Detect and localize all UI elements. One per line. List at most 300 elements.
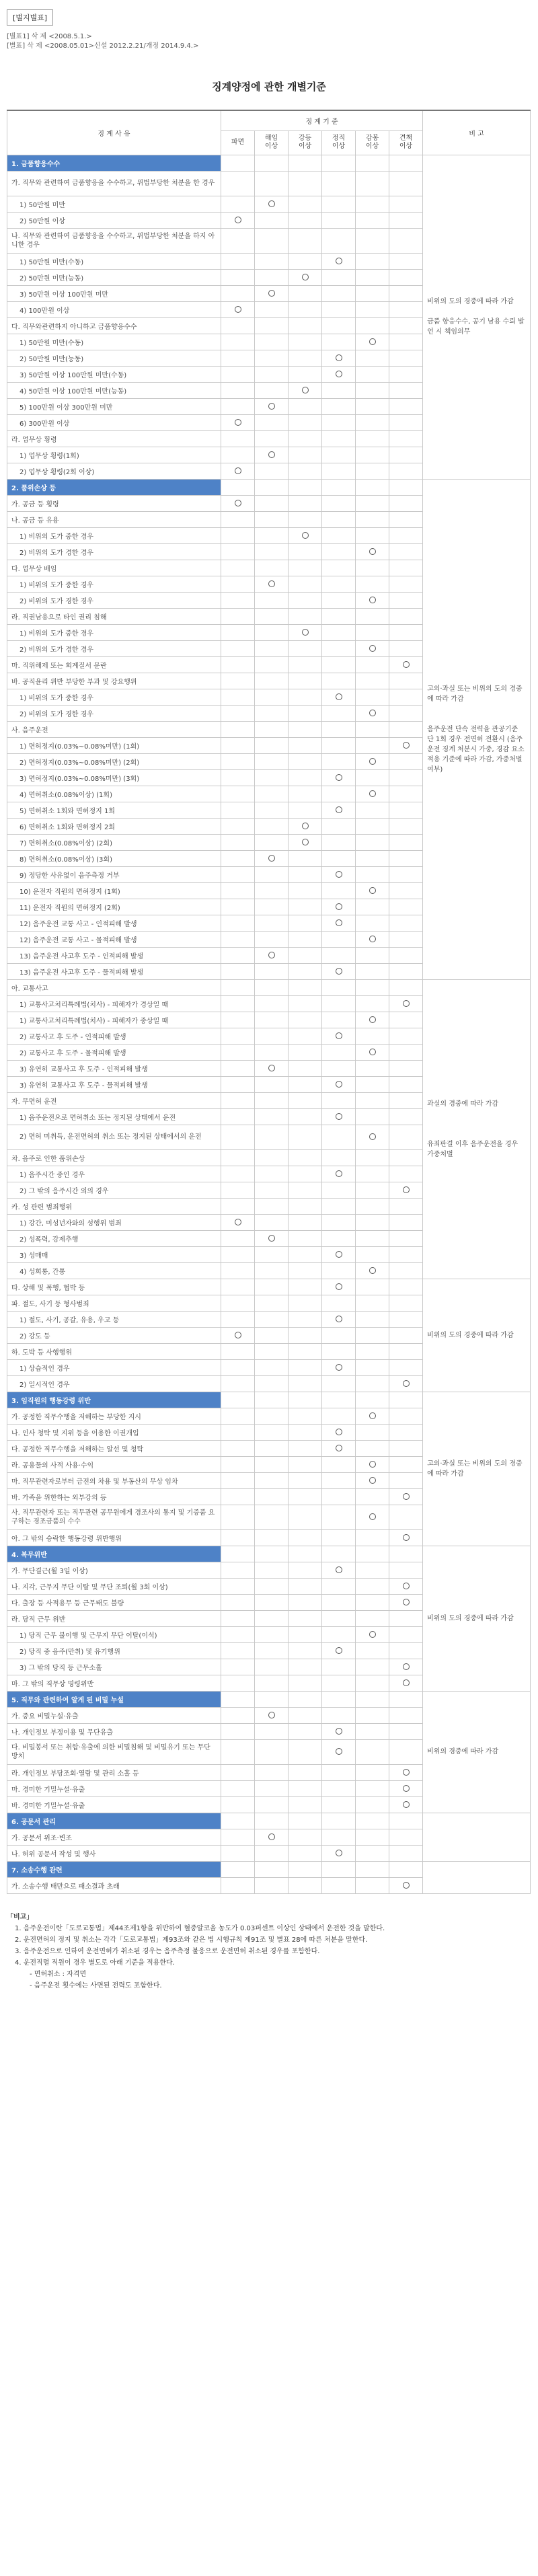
level-cell (289, 1028, 322, 1044)
level-cell (322, 1246, 356, 1262)
level-cell (389, 1594, 423, 1610)
level-cell (289, 1739, 322, 1764)
attachment-tag: [별지별표] (7, 9, 53, 26)
level-cell (356, 228, 389, 253)
circle-mark-icon (235, 1332, 241, 1338)
level-cell (322, 1392, 356, 1408)
circle-mark-icon (235, 1219, 241, 1225)
level-cell (389, 737, 423, 753)
level-cell (255, 511, 289, 527)
level-cell (356, 786, 389, 802)
circle-mark-icon (336, 903, 342, 910)
level-cell (356, 1764, 389, 1780)
row-label: 다. 비밀봉서 또는 취합·유출에 의한 비밀침해 및 비밀유기 또는 무단방치 (7, 1739, 221, 1764)
note-subline: - 음주운전 횟수에는 사면된 전력도 포함한다. (30, 1981, 162, 1990)
circle-mark-icon (369, 758, 376, 765)
row-label: 2) 비위의 도가 경한 경우 (7, 543, 221, 560)
level-cell (322, 753, 356, 769)
level-cell (289, 1813, 322, 1829)
level-cell (389, 1214, 423, 1230)
level-cell (322, 1796, 356, 1813)
level-cell (221, 1780, 255, 1796)
level-cell (322, 155, 356, 171)
level-cell (389, 1246, 423, 1262)
note-line: 2. 운전면허의 정지 및 취소는 각각「도로교통법」제93조와 같은 법 시행규칙 제91조 및 별표 28에 따른 처분을 말한다. (15, 1936, 368, 1944)
row-label: 3) 50만원 이상 100만원 미만 (7, 285, 221, 301)
level-cell (356, 155, 389, 171)
row-label: 2) 교통사고 후 도주 - 인적피해 발생 (7, 1028, 221, 1044)
level-cell (289, 212, 322, 228)
level-cell (255, 1845, 289, 1861)
row-label: 파. 절도, 사기 등 형사범죄 (7, 1295, 221, 1311)
level-cell (289, 673, 322, 689)
level-cell (289, 1092, 322, 1108)
level-cell (255, 1796, 289, 1813)
level-cell (389, 1780, 423, 1796)
level-cell (221, 1829, 255, 1845)
level-cell (322, 1125, 356, 1149)
level-cell (389, 1739, 423, 1764)
level-cell (389, 301, 423, 317)
level-cell (289, 317, 322, 334)
row-label: 1) 비위의 도가 중한 경우 (7, 527, 221, 543)
circle-mark-icon (336, 919, 342, 926)
level-cell (221, 495, 255, 511)
row-label: 1) 50만원 미만(수동) (7, 253, 221, 269)
level-cell (322, 689, 356, 705)
level-cell (322, 995, 356, 1012)
level-cell (255, 802, 289, 818)
level-cell (389, 1408, 423, 1424)
level-cell (221, 463, 255, 479)
level-cell (221, 915, 255, 931)
row-label: 2) 일시적인 경우 (7, 1375, 221, 1392)
level-cell (289, 931, 322, 947)
level-cell (255, 899, 289, 915)
level-cell (322, 737, 356, 753)
level-cell (389, 1861, 423, 1877)
level-cell (356, 1092, 389, 1108)
level-cell (289, 1610, 322, 1626)
level-cell (221, 866, 255, 882)
level-cell (221, 576, 255, 592)
level-cell (356, 1659, 389, 1675)
level-cell (322, 301, 356, 317)
section-row (7, 1546, 531, 1562)
level-cell (289, 608, 322, 624)
level-cell (389, 511, 423, 527)
level-cell (289, 1529, 322, 1546)
level-cell (255, 1295, 289, 1311)
level-cell (221, 1562, 255, 1578)
level-cell (389, 560, 423, 576)
level-cell (356, 366, 389, 382)
circle-mark-icon (268, 451, 275, 458)
circle-mark-icon (336, 1647, 342, 1654)
level-cell (356, 899, 389, 915)
level-cell (221, 1861, 255, 1877)
level-cell (389, 1028, 423, 1044)
circle-mark-icon (268, 200, 275, 207)
row-label: 가. 중요 비밀누설·유출 (7, 1707, 221, 1723)
level-cell (356, 915, 389, 931)
level-cell (322, 1546, 356, 1562)
level-cell (289, 1295, 322, 1311)
level-cell (356, 866, 389, 882)
level-cell (356, 1642, 389, 1659)
circle-mark-icon (302, 629, 309, 636)
section-note: 고의·과실 또는 비위의 도의 경중에 따라 가감 음주운전 단속 전력을 관공기준 단 1회 경우 전면허 전환시 (음주운전 징계 처분시 가중, 경감 요소 적용 기준에 따라 가감, 가중처벌 여부) (423, 479, 531, 979)
circle-mark-icon (403, 1534, 410, 1541)
level-cell (322, 899, 356, 915)
level-cell (322, 624, 356, 640)
level-cell (322, 1505, 356, 1529)
circle-mark-icon (336, 1032, 342, 1039)
level-cell (255, 769, 289, 786)
circle-mark-icon (268, 1712, 275, 1718)
level-cell (289, 576, 322, 592)
row-label: 나. 인사 청탁 및 지위 등을 이용한 이권개입 (7, 1424, 221, 1440)
circle-mark-icon (369, 790, 376, 797)
level-cell (221, 1279, 255, 1295)
level-cell (389, 1125, 423, 1149)
level-cell (255, 1392, 289, 1408)
level-cell (389, 1359, 423, 1375)
level-cell (221, 414, 255, 430)
level-cell (289, 1578, 322, 1594)
row-label: 1) 50만원 미만 (7, 196, 221, 212)
level-cell (255, 1375, 289, 1392)
level-cell (356, 947, 389, 963)
level-cell (221, 1440, 255, 1456)
level-cell (322, 430, 356, 447)
level-cell (255, 1877, 289, 1893)
level-cell (322, 1408, 356, 1424)
circle-mark-icon (369, 1267, 376, 1274)
level-cell (221, 1375, 255, 1392)
level-cell (389, 673, 423, 689)
level-cell (289, 1424, 322, 1440)
row-label: 다. 출장 등 사적용무 등 근무태도 불량 (7, 1594, 221, 1610)
level-cell (322, 1214, 356, 1230)
circle-mark-icon (268, 855, 275, 862)
level-cell (356, 753, 389, 769)
level-cell (289, 1505, 322, 1529)
level-cell (255, 1829, 289, 1845)
circle-mark-icon (369, 548, 376, 555)
level-cell (289, 1166, 322, 1182)
level-cell (255, 527, 289, 543)
circle-mark-icon (268, 1065, 275, 1071)
level-cell (389, 592, 423, 608)
row-label: 가. 공문서 위조·변조 (7, 1829, 221, 1845)
level-cell (289, 1279, 322, 1295)
level-cell (356, 463, 389, 479)
level-cell (221, 850, 255, 866)
level-cell (255, 479, 289, 495)
level-cell (255, 1311, 289, 1327)
row-label: 3) 50만원 이상 100만원 미만(수동) (7, 366, 221, 382)
level-cell (356, 1861, 389, 1877)
level-cell (356, 1182, 389, 1198)
level-cell (221, 1230, 255, 1246)
level-cell (356, 1392, 389, 1408)
level-cell (389, 640, 423, 656)
level-cell (389, 1424, 423, 1440)
level-cell (322, 1594, 356, 1610)
section-row (7, 1691, 531, 1707)
level-cell (356, 1739, 389, 1764)
level-cell (389, 1626, 423, 1642)
section-note: 비위의 도의 경중에 따라 가감 (423, 1546, 531, 1691)
row-label: 아. 교통사고 (7, 979, 221, 995)
circle-mark-icon (403, 661, 410, 668)
row-label: 1) 음주운전으로 면허취소 또는 정지된 상태에서 운전 (7, 1108, 221, 1125)
level-cell (389, 1845, 423, 1861)
circle-mark-icon (403, 1679, 410, 1686)
level-cell (255, 285, 289, 301)
level-cell (221, 624, 255, 640)
level-cell (255, 1546, 289, 1562)
section-title: 4. 복무위반 (7, 1546, 221, 1562)
table-body (7, 155, 531, 1893)
level-cell (356, 253, 389, 269)
level-cell (221, 1877, 255, 1893)
level-cell (255, 1578, 289, 1594)
section-note: 비위의 도의 경중에 따라 가감 금품 향응수수, 공기 남용 수뢰 발언 시 책임의무 (423, 155, 531, 479)
level-cell (289, 753, 322, 769)
level-cell (389, 995, 423, 1012)
level-cell (255, 1659, 289, 1675)
level-cell (221, 527, 255, 543)
level-cell (289, 479, 322, 495)
level-cell (356, 963, 389, 979)
header-level: 견책 이상 (389, 130, 423, 155)
level-cell (289, 1707, 322, 1723)
section-title: 3. 임직원의 행동강령 위반 (7, 1392, 221, 1408)
level-cell (289, 334, 322, 350)
level-cell (255, 995, 289, 1012)
header-level: 파면 (221, 130, 255, 155)
level-cell (322, 963, 356, 979)
level-cell (289, 1488, 322, 1505)
row-label: 1) 당직 근무 불이행 및 근무지 무단 이탈(이석) (7, 1626, 221, 1642)
circle-mark-icon (336, 371, 342, 377)
level-cell (356, 1279, 389, 1295)
level-cell (255, 350, 289, 366)
level-cell (221, 1642, 255, 1659)
level-cell (221, 1845, 255, 1861)
level-cell (389, 1198, 423, 1214)
row-label: 마. 경미한 기밀누설·유출 (7, 1780, 221, 1796)
level-cell (221, 1707, 255, 1723)
section-note: 과실의 경중에 따라 가감 유죄판결 이후 음주운전을 경우 가중처벌 (423, 979, 531, 1279)
level-cell (389, 1166, 423, 1182)
level-cell (289, 1562, 322, 1578)
level-cell (356, 624, 389, 640)
level-cell (289, 1861, 322, 1877)
notes-title: 「비고」 (7, 1913, 34, 1921)
level-cell (255, 463, 289, 479)
level-cell (356, 479, 389, 495)
circle-mark-icon (369, 936, 376, 942)
section-title: 7. 소송수행 관련 (7, 1861, 221, 1877)
level-cell (221, 834, 255, 850)
level-cell (356, 285, 389, 301)
level-cell (389, 689, 423, 705)
note-line: 3. 음주운전으로 인하여 운전면허가 취소된 경우는 음주측정 불응으로 운전면허 취소된 경우를 포함한다. (15, 1947, 320, 1955)
level-cell (356, 1546, 389, 1562)
level-cell (322, 1327, 356, 1343)
level-cell (356, 834, 389, 850)
level-cell (221, 753, 255, 769)
level-cell (289, 463, 322, 479)
row-label: 2) 면허정지(0.03%~0.08%미만) (2회) (7, 753, 221, 769)
level-cell (322, 850, 356, 866)
level-cell (289, 995, 322, 1012)
circle-mark-icon (369, 1513, 376, 1520)
page (7, 7, 531, 1992)
level-cell (389, 1279, 423, 1295)
circle-mark-icon (336, 1170, 342, 1177)
section-row (7, 479, 531, 495)
level-cell (255, 786, 289, 802)
level-cell (221, 1060, 255, 1076)
level-cell (221, 1472, 255, 1488)
level-cell (289, 915, 322, 931)
row-label: 차. 음주로 인한 품위손상 (7, 1149, 221, 1166)
level-cell (356, 1060, 389, 1076)
level-cell (356, 1562, 389, 1578)
level-cell (221, 1028, 255, 1044)
level-cell (322, 285, 356, 301)
level-cell (389, 769, 423, 786)
level-cell (322, 592, 356, 608)
level-cell (389, 1375, 423, 1392)
circle-mark-icon (336, 968, 342, 975)
level-cell (289, 786, 322, 802)
level-cell (255, 1060, 289, 1076)
level-cell (255, 608, 289, 624)
level-cell (389, 1456, 423, 1472)
level-cell (289, 155, 322, 171)
level-cell (289, 689, 322, 705)
section-title: 6. 공문서 관리 (7, 1813, 221, 1829)
level-cell (389, 1546, 423, 1562)
level-cell (356, 802, 389, 818)
level-cell (255, 1343, 289, 1359)
level-cell (255, 979, 289, 995)
level-cell (389, 1440, 423, 1456)
level-cell (322, 1424, 356, 1440)
level-cell (322, 1198, 356, 1214)
level-cell (389, 447, 423, 463)
level-cell (356, 656, 389, 673)
level-cell (289, 721, 322, 737)
level-cell (389, 1076, 423, 1092)
level-cell (221, 1076, 255, 1092)
level-cell (322, 1012, 356, 1028)
level-cell (356, 1578, 389, 1594)
level-cell (255, 228, 289, 253)
level-cell (289, 1691, 322, 1707)
level-cell (356, 1675, 389, 1691)
section-row (7, 1392, 531, 1408)
level-cell (221, 1092, 255, 1108)
level-cell (255, 931, 289, 947)
level-cell (289, 543, 322, 560)
level-cell (356, 576, 389, 592)
row-label: 2) 50만원 이상 (7, 212, 221, 228)
level-cell (322, 802, 356, 818)
row-label: 8) 면허취소(0.08%이상) (3회) (7, 850, 221, 866)
level-cell (389, 1505, 423, 1529)
level-cell (356, 1230, 389, 1246)
level-cell (255, 592, 289, 608)
level-cell (356, 1813, 389, 1829)
level-cell (322, 1707, 356, 1723)
level-cell (322, 979, 356, 995)
level-cell (322, 1626, 356, 1642)
row-label: 나. 공금 등 유용 (7, 511, 221, 527)
level-cell (255, 382, 289, 398)
circle-mark-icon (302, 274, 309, 280)
circle-mark-icon (369, 887, 376, 894)
level-cell (389, 786, 423, 802)
row-label: 사. 음주운전 (7, 721, 221, 737)
level-cell (255, 834, 289, 850)
row-label: 5) 100만원 이상 300만원 미만 (7, 398, 221, 414)
level-cell (389, 1562, 423, 1578)
level-cell (322, 1375, 356, 1392)
circle-mark-icon (268, 1833, 275, 1840)
level-cell (289, 253, 322, 269)
level-cell (289, 1780, 322, 1796)
level-cell (389, 721, 423, 737)
level-cell (221, 673, 255, 689)
row-label: 나. 직무와 관련하여 금품향응을 수수하고, 위법부당한 처분을 하지 아니한 경우 (7, 228, 221, 253)
row-label: 나. 개인정보 부정이용 및 무단유출 (7, 1723, 221, 1739)
level-cell (322, 1311, 356, 1327)
row-label: 2) 그 밖의 음주시간 외의 경우 (7, 1182, 221, 1198)
row-label: 바. 가족을 위한하는 외부강의 등 (7, 1488, 221, 1505)
level-cell (255, 1198, 289, 1214)
level-cell (356, 511, 389, 527)
level-cell (356, 171, 389, 196)
level-cell (389, 1060, 423, 1076)
level-cell (356, 705, 389, 721)
level-cell (389, 931, 423, 947)
level-cell (356, 1295, 389, 1311)
level-cell (356, 1311, 389, 1327)
row-label: 바. 경미한 기밀누설·유출 (7, 1796, 221, 1813)
level-cell (389, 656, 423, 673)
level-cell (322, 269, 356, 285)
level-cell (322, 1182, 356, 1198)
circle-mark-icon (336, 354, 342, 361)
level-cell (255, 882, 289, 899)
level-cell (389, 899, 423, 915)
section-title: 2. 품위손상 등 (7, 479, 221, 495)
level-cell (322, 414, 356, 430)
section-title: 5. 직무와 관련하여 알게 된 비밀 누설 (7, 1691, 221, 1707)
level-cell (221, 1578, 255, 1594)
row-label: 3) 유연히 교통사고 후 도주 - 물적피해 발생 (7, 1076, 221, 1092)
level-cell (389, 1529, 423, 1546)
level-cell (356, 818, 389, 834)
level-cell (356, 721, 389, 737)
level-cell (322, 1092, 356, 1108)
